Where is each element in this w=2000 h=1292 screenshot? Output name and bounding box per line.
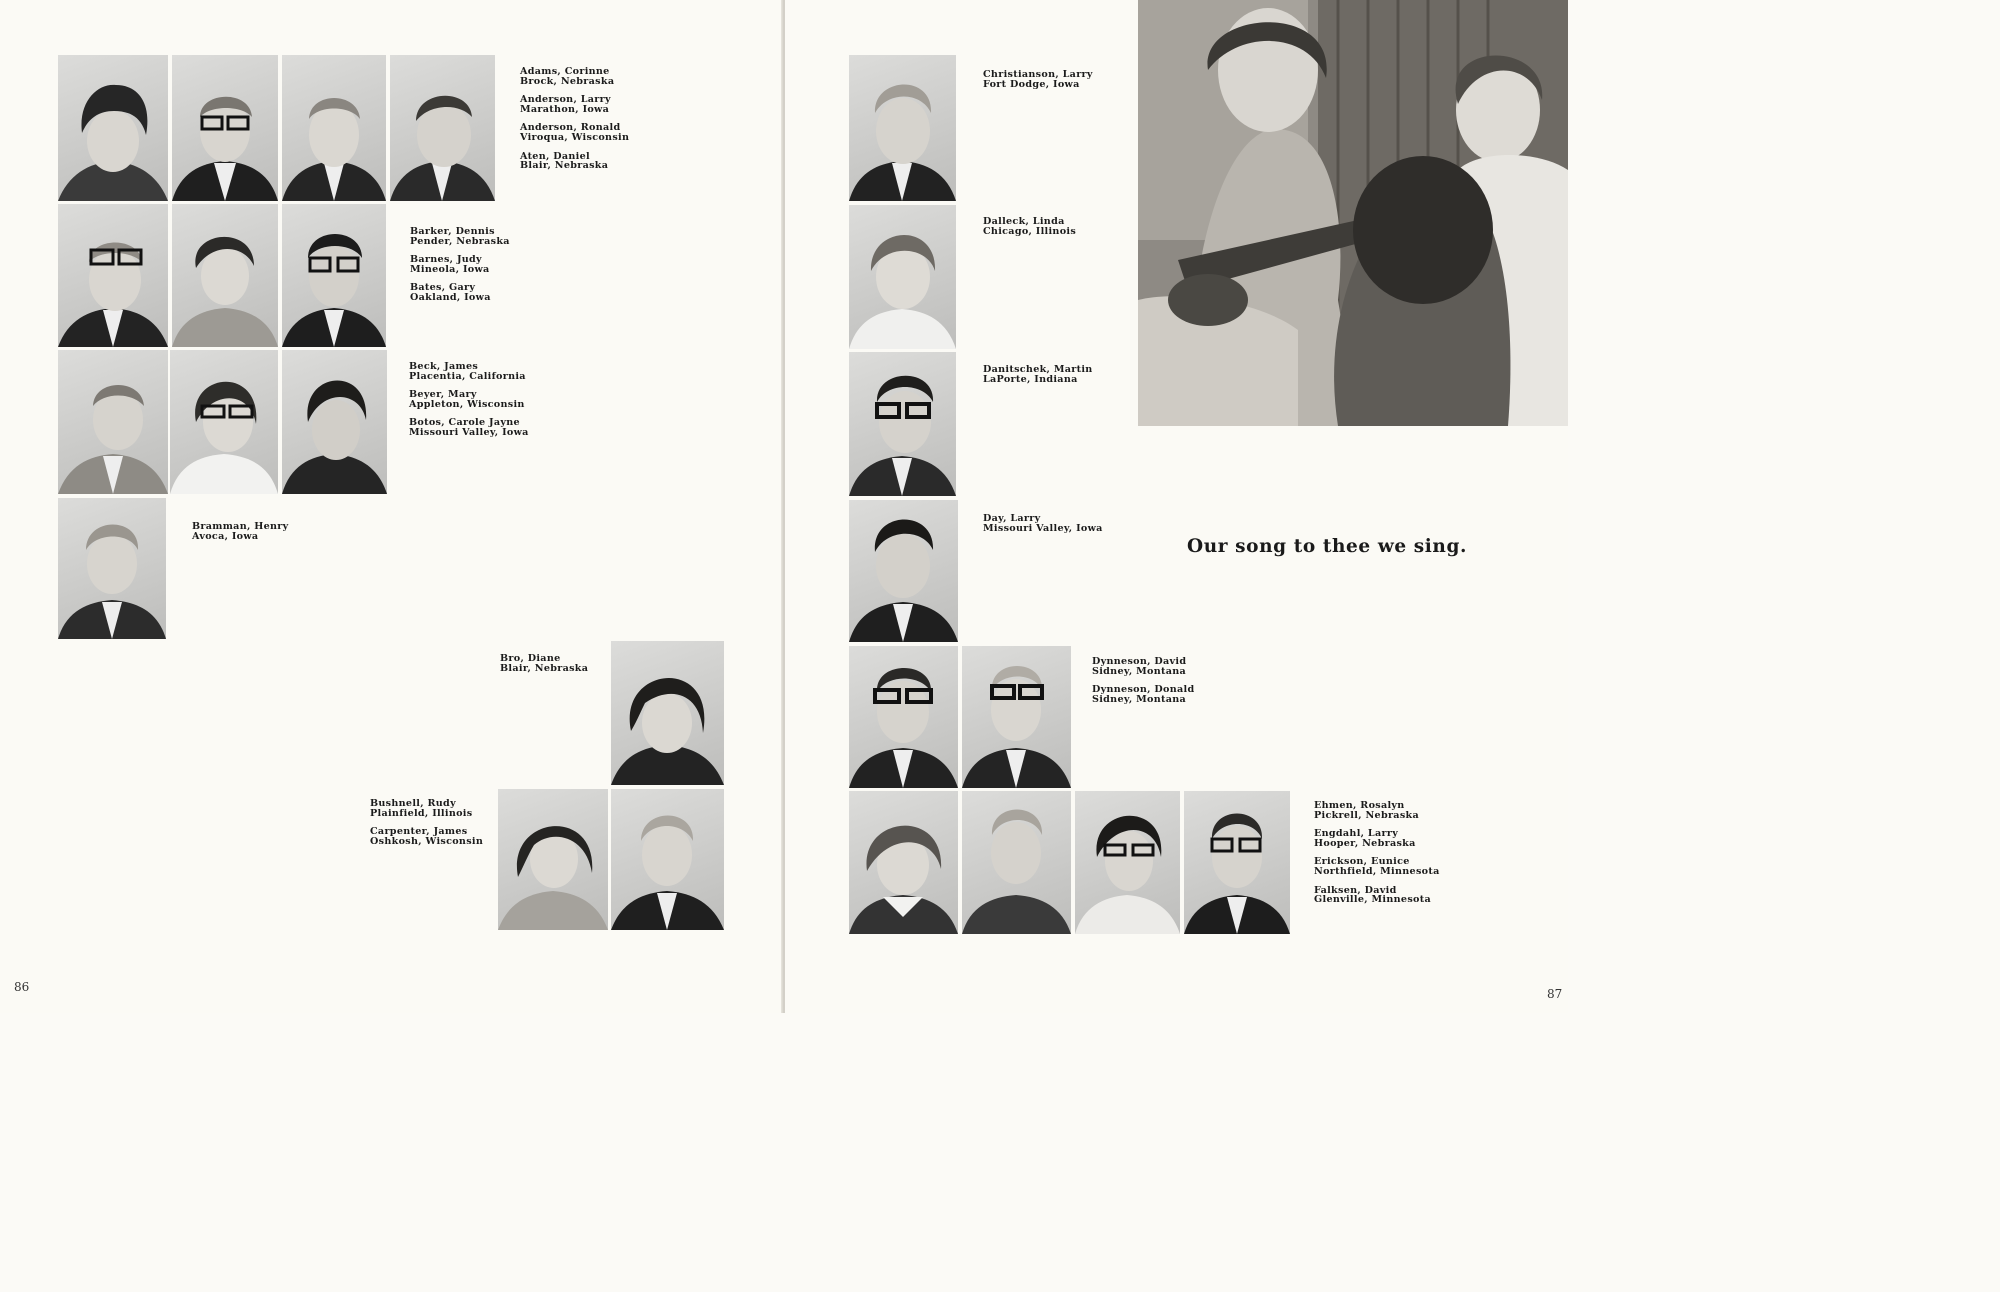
student-name: Dynneson, David <box>1092 656 1187 667</box>
name-list <box>370 799 483 855</box>
portrait-photo <box>849 791 958 934</box>
student-name: Day, Larry <box>983 513 1041 524</box>
student-hometown: Pickrell, Nebraska <box>1314 809 1419 821</box>
student-entry <box>520 123 629 142</box>
student-name: Anderson, Ronald <box>520 122 621 134</box>
student-hometown: Viroqua, Wisconsin <box>520 131 630 143</box>
student-name: Christianson, Larry <box>983 69 1093 80</box>
student-hometown: Fort Dodge, Iowa <box>983 78 1080 90</box>
student-name: Ehmen, Rosalyn <box>1314 800 1405 811</box>
student-hometown: Northfield, Minnesota <box>1314 865 1440 877</box>
name-list <box>1092 657 1194 713</box>
name-list <box>409 362 529 447</box>
student-entry <box>983 70 1093 89</box>
student-name: Bramman, Henry <box>192 521 289 532</box>
student-name: Dynneson, Donald <box>1092 684 1195 696</box>
student-name: Carpenter, James <box>370 826 468 838</box>
student-entry <box>192 522 289 541</box>
student-name: Botos, Carole Jayne <box>409 417 520 429</box>
student-entry <box>983 514 1103 533</box>
student-entry <box>1092 657 1194 676</box>
student-hometown: Sidney, Montana <box>1092 665 1187 677</box>
student-entry <box>410 255 510 274</box>
student-entry <box>520 67 629 86</box>
student-entry <box>1314 801 1440 820</box>
name-list <box>983 514 1103 542</box>
page-number: 87 <box>1547 987 1563 1001</box>
portrait-photo <box>1184 791 1290 934</box>
student-name: Falksen, David <box>1314 884 1397 896</box>
student-entry <box>983 217 1076 236</box>
student-name: Barnes, Judy <box>410 254 482 266</box>
name-list <box>192 522 289 550</box>
portrait-photo <box>282 204 386 347</box>
portrait-photo <box>172 204 278 347</box>
student-entry <box>370 827 483 846</box>
student-name: Aten, Daniel <box>520 150 590 162</box>
student-name: Bushnell, Rudy <box>370 798 456 809</box>
name-list <box>1314 801 1440 914</box>
portrait-photo <box>849 646 958 788</box>
portrait-photo <box>172 55 278 201</box>
student-hometown: Hooper, Nebraska <box>1314 837 1416 849</box>
student-hometown: Pender, Nebraska <box>410 235 510 247</box>
student-name: Dalleck, Linda <box>983 216 1065 227</box>
student-entry <box>1092 685 1194 704</box>
portrait-photo <box>58 55 168 201</box>
student-hometown: Blair, Nebraska <box>500 662 589 674</box>
portrait-photo <box>58 498 166 639</box>
student-hometown: Missouri Valley, Iowa <box>983 522 1103 534</box>
student-entry <box>1314 886 1440 905</box>
student-name: Beck, James <box>409 361 479 372</box>
student-hometown: Placentia, California <box>409 370 526 382</box>
candid-photo <box>1138 0 1568 426</box>
student-entry <box>500 654 588 673</box>
name-list <box>520 67 629 180</box>
student-hometown: Plainfield, Illinois <box>370 807 473 819</box>
student-hometown: Oakland, Iowa <box>410 291 491 303</box>
name-list <box>410 227 510 312</box>
student-entry <box>409 418 529 437</box>
photo-caption: Our song to thee we sing. <box>1187 536 1468 557</box>
name-list <box>983 365 1093 393</box>
student-entry <box>409 362 529 381</box>
portrait-photo <box>498 789 608 930</box>
student-hometown: LaPorte, Indiana <box>983 373 1078 385</box>
portrait-photo <box>849 205 956 349</box>
student-hometown: Chicago, Illinois <box>983 225 1077 237</box>
portrait-photo <box>962 791 1071 934</box>
portrait-photo <box>611 789 724 930</box>
student-entry <box>410 283 510 302</box>
student-entry <box>520 152 629 171</box>
student-hometown: Blair, Nebraska <box>520 160 609 172</box>
student-hometown: Oshkosh, Wisconsin <box>370 835 484 847</box>
student-entry <box>1314 829 1440 848</box>
left-page <box>0 0 783 1013</box>
student-name: Beyer, Mary <box>409 389 477 401</box>
student-hometown: Glenville, Minnesota <box>1314 894 1431 906</box>
portrait-photo <box>962 646 1071 788</box>
student-hometown: Avoca, Iowa <box>192 530 259 542</box>
student-entry <box>1314 857 1440 876</box>
student-name: Barker, Dennis <box>410 226 495 237</box>
portrait-photo <box>282 55 386 201</box>
portrait-photo <box>58 204 168 347</box>
portrait-photo <box>390 55 495 201</box>
portrait-photo <box>170 350 278 494</box>
student-name: Adams, Corinne <box>520 66 610 77</box>
portrait-photo <box>611 641 724 785</box>
name-list <box>983 217 1076 245</box>
student-entry <box>409 390 529 409</box>
portrait-photo <box>282 350 387 494</box>
student-name: Erickson, Eunice <box>1314 856 1410 868</box>
name-list <box>983 70 1093 98</box>
student-entry <box>983 365 1093 384</box>
student-name: Danitschek, Martin <box>983 364 1093 375</box>
portrait-photo <box>849 352 956 496</box>
name-list <box>500 654 588 682</box>
student-name: Anderson, Larry <box>520 94 611 106</box>
student-hometown: Appleton, Wisconsin <box>409 398 525 410</box>
portrait-photo <box>849 500 958 642</box>
student-name: Engdahl, Larry <box>1314 828 1399 840</box>
student-entry <box>520 95 629 114</box>
portrait-photo <box>1075 791 1180 934</box>
student-entry <box>370 799 483 818</box>
student-name: Bro, Diane <box>500 653 561 664</box>
student-hometown: Sidney, Montana <box>1092 693 1187 705</box>
student-hometown: Missouri Valley, Iowa <box>409 426 529 438</box>
portrait-photo <box>58 350 168 494</box>
page-number: 86 <box>14 980 30 994</box>
student-name: Bates, Gary <box>410 282 476 294</box>
student-hometown: Brock, Nebraska <box>520 75 615 87</box>
student-entry <box>410 227 510 246</box>
portrait-photo <box>849 55 956 201</box>
student-hometown: Marathon, Iowa <box>520 103 610 115</box>
student-hometown: Mineola, Iowa <box>410 263 490 275</box>
